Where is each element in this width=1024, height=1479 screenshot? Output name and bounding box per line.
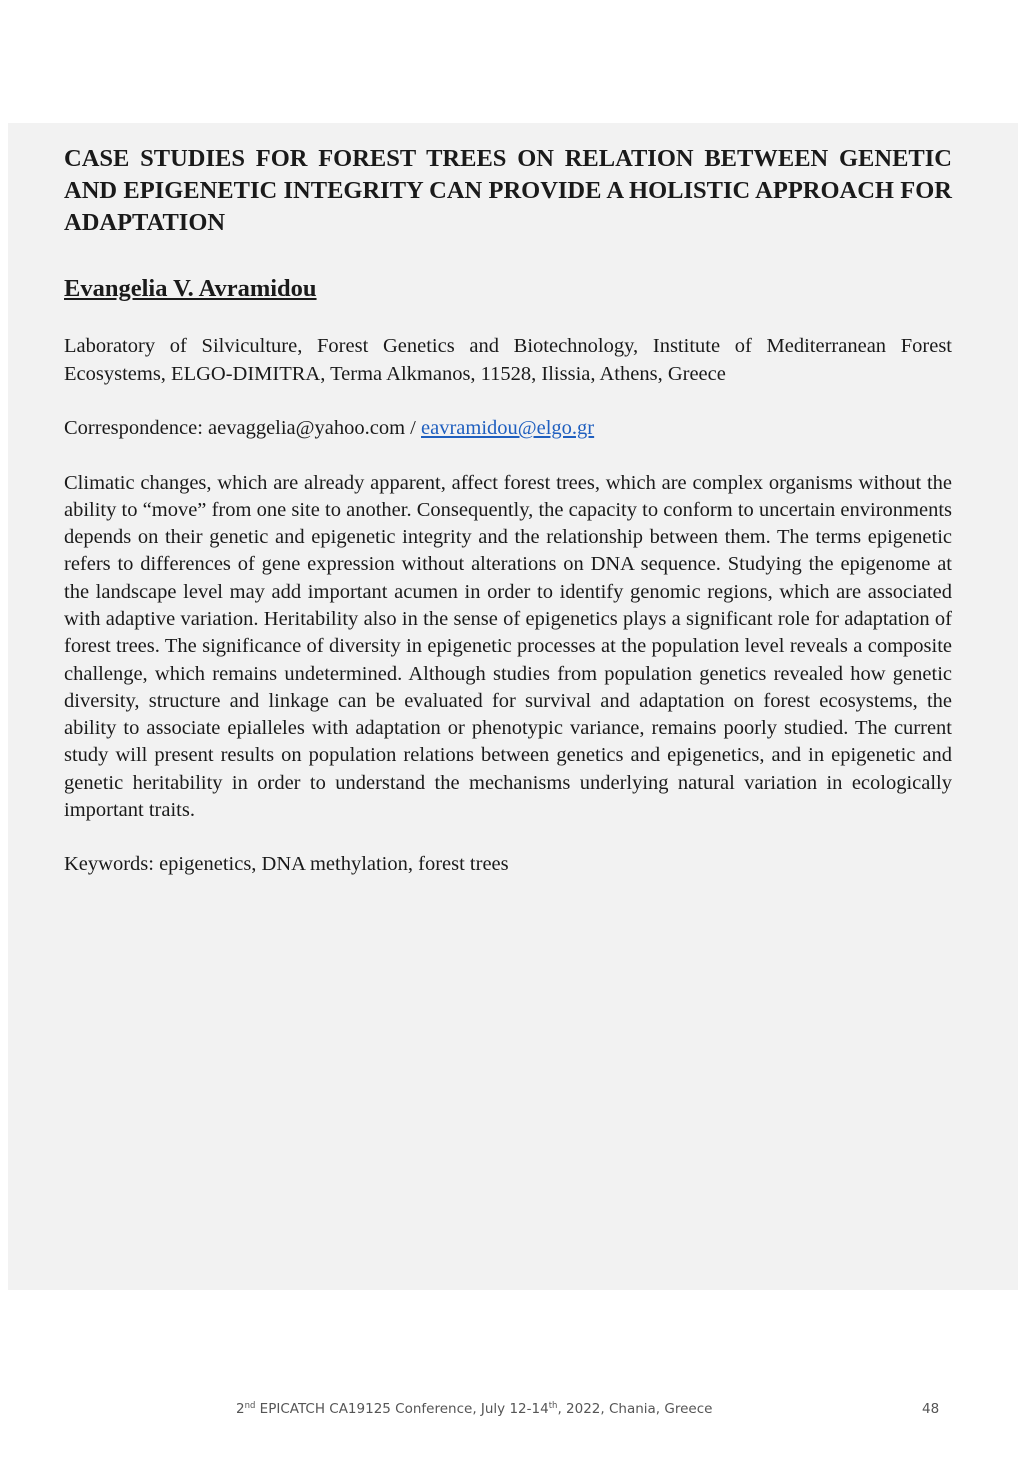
conference-info [236,1401,712,1417]
correspondence-line [64,415,952,443]
keywords-line: Keywords: epigenetics, DNA methylation, forest trees [64,853,509,876]
email-link[interactable]: eavramidou@elgo.gr [421,417,595,439]
conference-date-suffix: th [548,1401,558,1411]
conference-name-dates: EPICATCH CA19125 Conference, July 12-14 [255,1401,549,1417]
author-affiliation: Laboratory of Silviculture, Forest Genetics and Biotechnology, Institute of Mediterranean Forest Ecosystems, ELGO-DIMITRA, Terma Alkmanos, 11528, Ilissia, Athens, Greece [64,335,952,385]
conference-edition-suffix: nd [244,1401,256,1411]
page-number: 48 [922,1401,940,1417]
author-name: Evangelia V. Avramidou [64,275,317,302]
correspondence-label: Correspondence: aevaggelia@yahoo.com / [64,417,421,439]
paper-title: CASE STUDIES FOR FOREST TREES ON RELATION BETWEEN GENETIC AND EPIGENETIC INTEGRITY CAN PROVIDE A HOLISTIC APPROACH FOR ADAPTATION [64,145,952,236]
conference-location: , 2022, Chania, Greece [557,1401,713,1417]
conference-edition-number: 2 [236,1401,245,1417]
abstract-content [64,143,952,879]
abstract-body: Climatic changes, which are already apparent, affect forest trees, which are complex organisms without the ability to “move” from one site to another. Consequently, the capacity to conform to uncertain environments depends on their genetic and epigenetic integrity and the relationship between them. The terms epigenetic refers to differences of gene expression without alterations on DNA sequence. Studying the epigenome at the landscape level may add important acumen in order to identify genomic regions, which are associated with adaptive variation. Heritability also in the sense of epigenetics plays a significant role for adaptation of forest trees. The significance of diversity in epigenetic processes at the population level reveals a composite challenge, which remains undetermined. Although studies from population genetics revealed how genetic diversity, structure and linkage can be evaluated for survival and adaptation on forest ecosystems, the ability to associate epialleles with adaptation or phenotypic variance, remains poorly studied. The current study will present results on population relations between genetics and epigenetics, and in epigenetic and genetic heritability in order to understand the mechanisms underlying natural variation in ecologically important traits. [64,471,952,822]
